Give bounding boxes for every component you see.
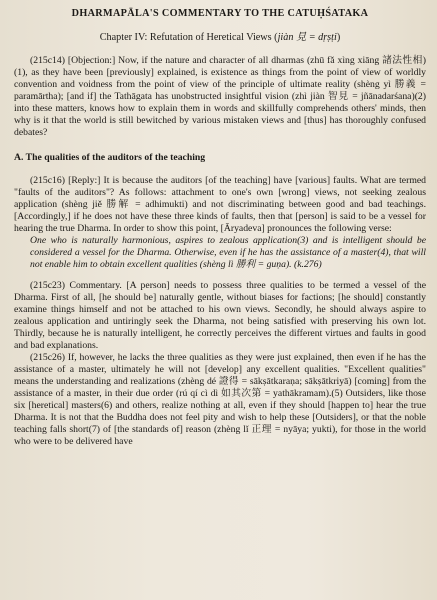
paragraph-215c26: (215c26) If, however, he lacks the three qualities as they were just explained, then even if he has the assistance of a master, ultimately he will not [develop] any excellent qualities. "Excellent qualities" means the understanding and realizations (zhèng dé 證得 = sākṣātkaraṇa; sākṣātkriyā) [coming] from the assistance of a master, in their due order (rú qí cì dì 如其次第 = yathākramam).(5) Outsiders, like those six [heretical] masters(6) and others, realize nothing at all, even if they should [happen to] hear the true Dharma. It is not that the Buddha does not feel pity and wish to help these [Outsiders], or that the noble teaching falls short(7) of [the standards of] reason (zhèng lǐ 正理 = nyāya; yukti), for those in the world who were to be delivered have [14, 352, 426, 447]
paragraph-215c23: (215c23) Commentary. [A person] needs to possess three qualities to be termed a vessel of the Dharma. First of all, [he should be] naturally gentle, without biases for factions; [he should] constantly examine things himself and not be attached to his own views. Secondly, he should always aspire to zealous application and untiringly seek the Dharma, not being satisfied with preserving his own lot. Thirdly, because he is naturally intelligent, he correctly perceives the different virtues and faults in good and bad explanations. [14, 280, 426, 351]
paragraph-215c16: (215c16) [Reply:] It is because the auditors [of the teaching] have [various] faults. What are termed "faults of the auditors"? As follows: attachment to one's own [wrong] views, not seeking zealous application (shèng jiě 勝解 = adhimukti) and not discriminating between good and bad teachings. [Accordingly,] if he does not have these three kinds of faults, then that [person] is said to be a vessel for hearing the true Dharma. In order to show this point, [Āryadeva] pronounces the following verse: [14, 175, 426, 234]
chapter-title-term: jiàn 見 = dṛṣṭi [277, 32, 337, 43]
running-head: DHARMAPĀLA'S COMMENTARY TO THE CATUḤŚATAKA [71, 8, 369, 19]
section-heading: A. The qualities of the auditors of the teaching [14, 152, 206, 163]
paragraph-215c14: (215c14) [Objection:] Now, if the nature and character of all dharmas (zhū fǎ xìng xiāng 諸法性相)(1), as they have been [previously] explained, is existence as things from the point of view of worldly convention and voidness from the point of view of the principle of ultimate reality (shèng yì 勝義 = paramārtha); [and if] the Tathāgata has unobstructed insightful vision (zhì jiàn 智見 = jñānadarśana)(2) into these matters, knows how to explain them in words and skillfully comprehends others' minds, then why is it that the world is still bewitched by various mistaken views and [thus] has thoroughly confused debates? [14, 55, 426, 138]
chapter-title-prefix: Chapter IV: Refutation of Heretical Views ( [99, 32, 278, 43]
verse-k276: One who is naturally harmonious, aspires to zealous application(3) and is intelligent should be considered a vessel for the Dharma. Otherwise, even if he has the assistance of a master(4), that will not enable him to obtain excellent qualities (shèng lì 勝利 = guṇa). (k.276) [30, 235, 426, 270]
chapter-title-suffix: ) [336, 32, 341, 43]
chapter-title [14, 28, 426, 43]
